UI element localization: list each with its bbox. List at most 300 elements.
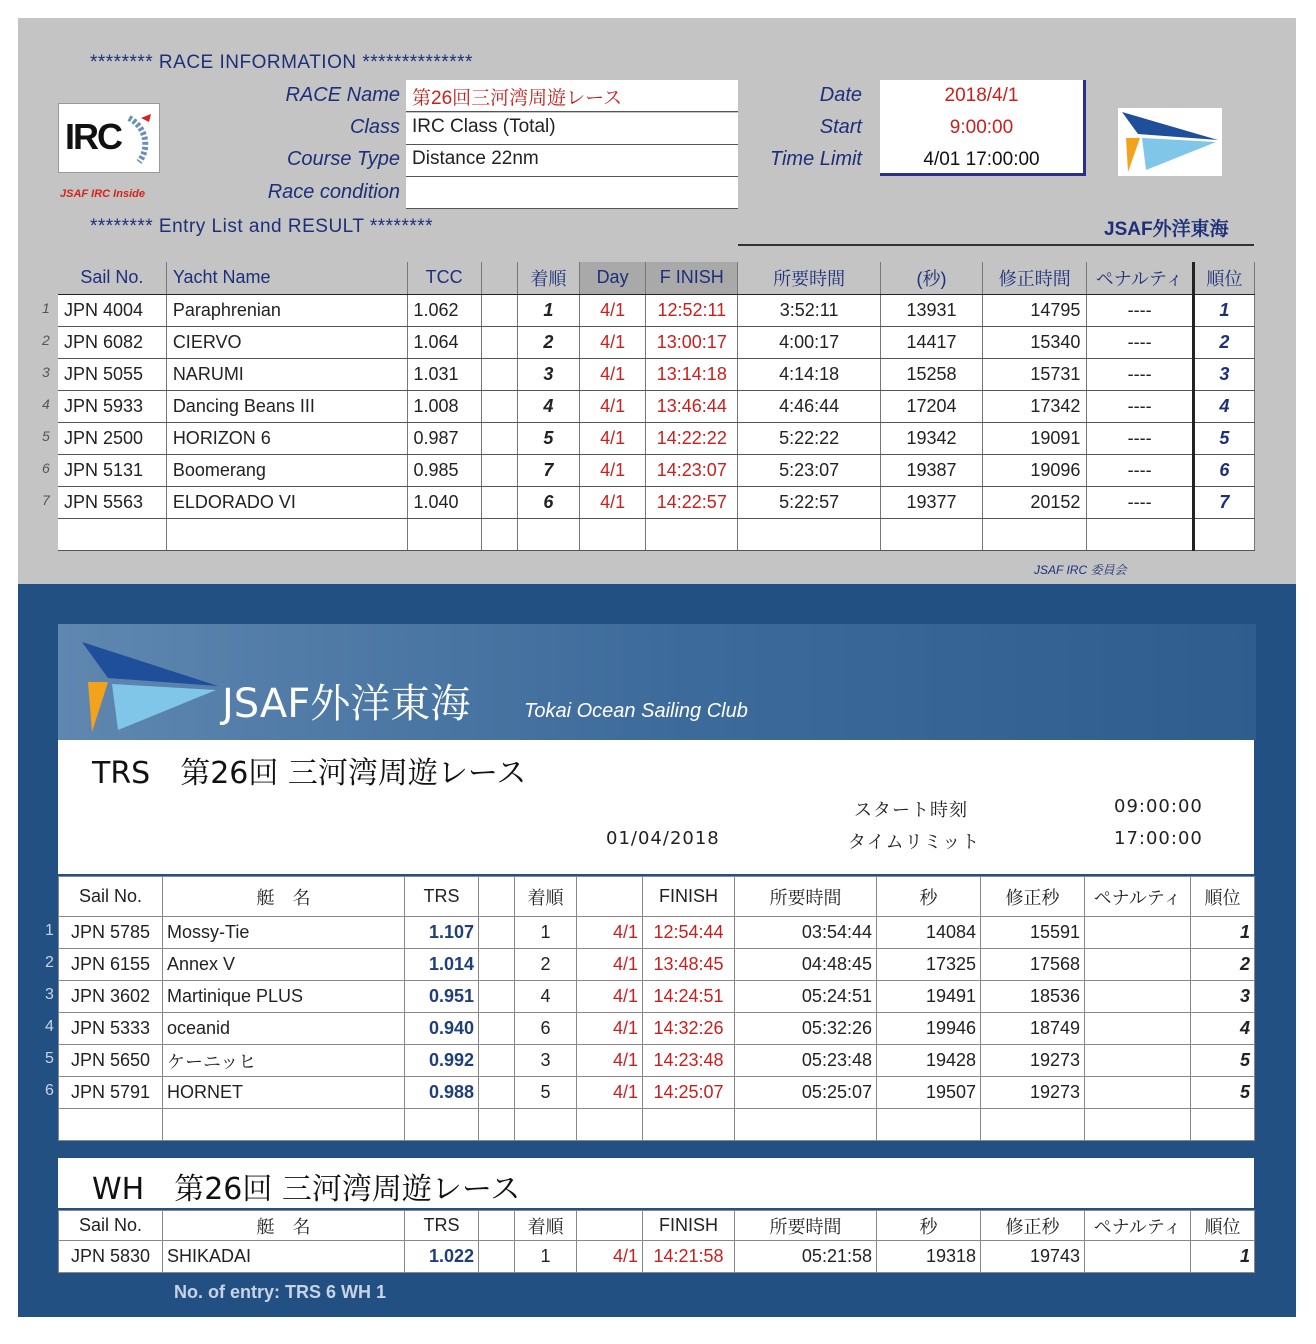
col-penalty: ペナルティ [1087, 262, 1193, 294]
trs-rating-cell: 1.014 [405, 949, 479, 981]
wh-results-table [58, 1210, 1255, 1273]
elapsed-seconds-cell: 19342 [880, 422, 982, 454]
sail-number: JPN 5650 [70, 1050, 151, 1070]
day-cell: 4/1 [579, 486, 645, 518]
sail-number-cell [45, 1013, 163, 1045]
sail-number: JPN 5830 [70, 1246, 151, 1266]
finish-time-cell: 12:54:44 [643, 917, 735, 949]
irc-table-row [58, 390, 1255, 422]
elapsed-time-cell: 5:22:22 [738, 422, 880, 454]
blank-cell [479, 1045, 515, 1077]
corrected-seconds-cell: 18749 [981, 1013, 1085, 1045]
trs-rating-cell: 0.940 [405, 1013, 479, 1045]
col-day: Day [579, 262, 645, 294]
penalty-cell: ---- [1087, 294, 1193, 326]
race-condition-label: Race condition [267, 181, 400, 203]
course-type-value: Distance 22nm [406, 145, 738, 177]
col-day [577, 877, 643, 917]
empty-cell [405, 1109, 479, 1141]
yacht-name-cell: Dancing Beans III [166, 390, 407, 422]
club-sail-icon [78, 634, 228, 734]
race-name-value: 第26回三河湾周遊レース [406, 80, 738, 112]
sail-number: JPN 5563 [64, 491, 144, 512]
sail-number-cell [42, 486, 166, 518]
sail-number-cell [59, 1241, 163, 1273]
yacht-name-cell: ケーニッヒ [163, 1045, 405, 1077]
yacht-name-cell: oceanid [163, 1013, 405, 1045]
irc-table-row [58, 422, 1255, 454]
sail-number: JPN 5131 [64, 459, 144, 480]
col-corrected: 修正秒 [981, 877, 1085, 917]
club-underline [738, 244, 1254, 246]
empty-cell [983, 518, 1087, 550]
sail-number: JPN 4004 [64, 299, 144, 320]
trs-wh-results-panel [18, 584, 1296, 1317]
finish-order-cell: 2 [517, 326, 579, 358]
day-cell: 4/1 [579, 454, 645, 486]
race-condition-value [406, 177, 738, 209]
row-number: 7 [42, 491, 50, 508]
penalty-cell: ---- [1087, 326, 1193, 358]
elapsed-time-cell: 05:24:51 [735, 981, 877, 1013]
row-number: 6 [42, 459, 50, 476]
finish-time-cell: 14:23:48 [643, 1045, 735, 1077]
empty-cell [981, 1109, 1085, 1141]
irc-results-panel [18, 18, 1296, 584]
tcc-cell: 0.987 [407, 422, 481, 454]
blank-cell [479, 1013, 515, 1045]
finish-time-cell: 14:21:58 [643, 1241, 735, 1273]
finish-order-cell: 4 [517, 390, 579, 422]
elapsed-time-cell: 05:32:26 [735, 1013, 877, 1045]
row-number: 1 [42, 299, 50, 316]
col-order: 着順 [517, 262, 579, 294]
row-number: 1 [45, 922, 54, 939]
col-sail-no: Sail No. [59, 877, 163, 917]
row-number: 5 [42, 427, 50, 444]
date-time-box [880, 80, 1086, 176]
irc-logo [58, 103, 160, 173]
sail-number-cell [45, 981, 163, 1013]
finish-order-cell: 6 [517, 486, 579, 518]
day-cell: 4/1 [577, 1013, 643, 1045]
club-subtitle: Tokai Ocean Sailing Club [524, 700, 748, 722]
corrected-seconds-cell: 15591 [981, 917, 1085, 949]
irc-logo-text: IRC [65, 116, 121, 157]
rank-cell: 4 [1193, 390, 1254, 422]
blank-cell [481, 294, 517, 326]
trs-date: 01/04/2018 [606, 828, 720, 849]
row-number: 4 [42, 395, 50, 412]
corrected-seconds-cell: 17568 [981, 949, 1085, 981]
col-trs: TRS [405, 1211, 479, 1241]
empty-cell [166, 518, 407, 550]
rank-cell: 7 [1193, 486, 1254, 518]
col-sail-no: Sail No. [58, 262, 166, 294]
trs-rating-cell: 1.107 [405, 917, 479, 949]
sail-number: JPN 5785 [70, 922, 151, 942]
empty-cell [59, 1109, 163, 1141]
finish-time-cell: 14:22:57 [646, 486, 738, 518]
row-number: 5 [45, 1050, 54, 1067]
sail-number-cell [45, 1045, 163, 1077]
col-day [577, 1211, 643, 1241]
col-corrected: 修正時間 [983, 262, 1087, 294]
day-cell: 4/1 [577, 981, 643, 1013]
finish-time-cell: 14:25:07 [643, 1077, 735, 1109]
elapsed-seconds-cell: 19491 [877, 981, 981, 1013]
sail-number-cell [45, 1077, 163, 1109]
col-elapsed: 所要時間 [735, 877, 877, 917]
corrected-time-cell: 19096 [983, 454, 1087, 486]
race-information-banner: ******** RACE INFORMATION ************** [90, 52, 473, 73]
rank-cell: 2 [1193, 326, 1254, 358]
blank-cell [479, 1077, 515, 1109]
elapsed-seconds-cell: 19946 [877, 1013, 981, 1045]
blank-cell [481, 454, 517, 486]
penalty-cell [1085, 981, 1191, 1013]
elapsed-time-cell: 4:14:18 [738, 358, 880, 390]
row-number: 2 [45, 954, 54, 971]
empty-cell [58, 518, 166, 550]
rank-cell: 3 [1191, 981, 1255, 1013]
penalty-cell [1085, 1241, 1191, 1273]
col-rank: 順位 [1191, 1211, 1255, 1241]
col-blank [479, 1211, 515, 1241]
elapsed-seconds-cell: 19507 [877, 1077, 981, 1109]
finish-time-cell: 14:23:07 [646, 454, 738, 486]
row-number: 3 [45, 986, 54, 1003]
col-rank: 順位 [1193, 262, 1254, 294]
corrected-time-cell: 15731 [983, 358, 1087, 390]
sail-number-cell [42, 358, 166, 390]
finish-order-cell: 5 [517, 422, 579, 454]
irc-table-header [58, 262, 1255, 294]
start-value: 9:00:00 [949, 117, 1014, 138]
tcc-cell: 1.031 [407, 358, 481, 390]
yacht-name-cell: HORIZON 6 [166, 422, 407, 454]
corrected-seconds-cell: 19273 [981, 1077, 1085, 1109]
corrected-seconds-cell: 19273 [981, 1045, 1085, 1077]
sail-number-cell [42, 454, 166, 486]
corrected-time-cell: 20152 [983, 486, 1087, 518]
course-type-label: Course Type [286, 148, 400, 170]
col-finish: FINISH [643, 877, 735, 917]
col-corrected: 修正秒 [981, 1211, 1085, 1241]
elapsed-seconds-cell: 13931 [880, 294, 982, 326]
blank-cell [479, 917, 515, 949]
col-elapsed: 所要時間 [735, 1211, 877, 1241]
elapsed-seconds-cell: 19318 [877, 1241, 981, 1273]
day-cell: 4/1 [579, 326, 645, 358]
irc-results-table [42, 262, 1255, 551]
day-cell: 4/1 [579, 294, 645, 326]
irc-committee-label: JSAF IRC 委員会 [1034, 563, 1127, 577]
sail-number-cell [42, 294, 166, 326]
trs-header-block [58, 740, 1254, 874]
sail-number: JPN 5333 [70, 1018, 151, 1038]
tcc-cell: 1.062 [407, 294, 481, 326]
corrected-time-cell: 15340 [983, 326, 1087, 358]
rank-cell: 1 [1191, 917, 1255, 949]
col-seconds: 秒 [877, 1211, 981, 1241]
club-header-banner [58, 624, 1256, 740]
finish-order-cell: 7 [517, 454, 579, 486]
yacht-name-cell: HORNET [163, 1077, 405, 1109]
wh-table-header [59, 1211, 1255, 1241]
rank-cell: 1 [1193, 294, 1254, 326]
trs-race-title: TRS 第26回 三河湾周遊レース [92, 756, 527, 791]
day-cell: 4/1 [577, 1045, 643, 1077]
col-finish: F INISH [646, 262, 738, 294]
penalty-cell: ---- [1087, 486, 1193, 518]
rank-cell: 6 [1193, 454, 1254, 486]
elapsed-time-cell: 05:23:48 [735, 1045, 877, 1077]
empty-cell [163, 1109, 405, 1141]
yacht-name-cell: CIERVO [166, 326, 407, 358]
elapsed-time-cell: 5:22:57 [738, 486, 880, 518]
finish-order-cell: 6 [515, 1013, 577, 1045]
sail-number: JPN 6155 [70, 954, 151, 974]
sail-number: JPN 3602 [70, 986, 151, 1006]
col-blank [481, 262, 517, 294]
col-yacht-name: Yacht Name [166, 262, 407, 294]
wh-table-row [59, 1241, 1255, 1273]
day-cell: 4/1 [577, 1241, 643, 1273]
penalty-cell: ---- [1087, 422, 1193, 454]
elapsed-seconds-cell: 17325 [877, 949, 981, 981]
blank-cell [481, 358, 517, 390]
finish-order-cell: 1 [515, 1241, 577, 1273]
corrected-time-cell: 19091 [983, 422, 1087, 454]
club-name: JSAF外洋東海 [222, 681, 471, 727]
empty-cell [481, 518, 517, 550]
finish-time-cell: 14:22:22 [646, 422, 738, 454]
elapsed-time-cell: 5:23:07 [738, 454, 880, 486]
corrected-seconds-cell: 19743 [981, 1241, 1085, 1273]
empty-cell [517, 518, 579, 550]
sail-number: JPN 5055 [64, 363, 144, 384]
trs-results-table [45, 876, 1255, 1141]
yacht-name-cell: Mossy-Tie [163, 917, 405, 949]
sail-number-cell [42, 422, 166, 454]
club-label: JSAF外洋東海 [1104, 219, 1229, 240]
elapsed-seconds-cell: 14084 [877, 917, 981, 949]
trs-rating-cell: 1.022 [405, 1241, 479, 1273]
col-sail-no: Sail No. [59, 1211, 163, 1241]
trs-table-row [59, 949, 1255, 981]
elapsed-seconds-cell: 14417 [880, 326, 982, 358]
trs-limit-value: 17:00:00 [1114, 828, 1203, 849]
trs-table-header [59, 877, 1255, 917]
empty-cell [1085, 1109, 1191, 1141]
col-finish: FINISH [643, 1211, 735, 1241]
elapsed-seconds-cell: 17204 [880, 390, 982, 422]
entry-list-banner: ******** Entry List and RESULT ******** [90, 216, 434, 237]
date-label: Date [819, 84, 862, 106]
empty-cell [479, 1109, 515, 1141]
empty-cell [515, 1109, 577, 1141]
elapsed-time-cell: 4:46:44 [738, 390, 880, 422]
jsaf-irc-inside-label: JSAF IRC Inside [60, 188, 145, 200]
trs-rating-cell: 0.988 [405, 1077, 479, 1109]
col-penalty: ペナルティ [1085, 877, 1191, 917]
yacht-name-cell: SHIKADAI [163, 1241, 405, 1273]
trs-table-empty-row [59, 1109, 1255, 1141]
blank-cell [479, 949, 515, 981]
irc-table-row [58, 326, 1255, 358]
irc-table-empty-row [58, 518, 1255, 550]
col-penalty: ペナルティ [1085, 1211, 1191, 1241]
corrected-time-cell: 17342 [983, 390, 1087, 422]
sail-number: JPN 5933 [64, 395, 144, 416]
sail-number-cell [42, 326, 166, 358]
finish-time-cell: 13:00:17 [646, 326, 738, 358]
penalty-cell [1085, 1045, 1191, 1077]
irc-table-row [58, 358, 1255, 390]
sail-logo-icon [1118, 108, 1222, 176]
trs-table-row [59, 1077, 1255, 1109]
class-value: IRC Class (Total) [406, 113, 738, 145]
empty-cell [577, 1109, 643, 1141]
empty-cell [738, 518, 880, 550]
corrected-seconds-cell: 18536 [981, 981, 1085, 1013]
sail-number-cell [45, 917, 163, 949]
empty-cell [877, 1109, 981, 1141]
finish-order-cell: 1 [517, 294, 579, 326]
rank-cell: 5 [1191, 1045, 1255, 1077]
penalty-cell [1085, 1013, 1191, 1045]
club-sail-logo [1118, 108, 1222, 176]
finish-time-cell: 14:24:51 [643, 981, 735, 1013]
elapsed-time-cell: 04:48:45 [735, 949, 877, 981]
col-blank [479, 877, 515, 917]
start-label: Start [819, 116, 862, 138]
blank-cell [481, 390, 517, 422]
trs-table-row [59, 981, 1255, 1013]
wh-race-title: WH 第26回 三河湾周遊レース [92, 1172, 521, 1207]
corrected-time-cell: 14795 [983, 294, 1087, 326]
trs-start-value: 09:00:00 [1114, 796, 1203, 817]
col-trs: TRS [405, 877, 479, 917]
col-rank: 順位 [1191, 877, 1255, 917]
finish-time-cell: 13:48:45 [643, 949, 735, 981]
finish-time-cell: 13:46:44 [646, 390, 738, 422]
tcc-cell: 1.064 [407, 326, 481, 358]
day-cell: 4/1 [579, 358, 645, 390]
trs-table-row [59, 1013, 1255, 1045]
tcc-cell: 1.040 [407, 486, 481, 518]
col-tcc: TCC [407, 262, 481, 294]
penalty-cell: ---- [1087, 390, 1193, 422]
col-seconds: 秒 [877, 877, 981, 917]
trs-rating-cell: 0.951 [405, 981, 479, 1013]
blank-cell [481, 326, 517, 358]
trs-table-row [59, 1045, 1255, 1077]
elapsed-time-cell: 4:00:17 [738, 326, 880, 358]
yacht-name-cell: Paraphrenian [166, 294, 407, 326]
trs-table-row [59, 917, 1255, 949]
blank-cell [481, 486, 517, 518]
penalty-cell: ---- [1087, 358, 1193, 390]
empty-cell [735, 1109, 877, 1141]
yacht-name-cell: Annex V [163, 949, 405, 981]
finish-time-cell: 14:32:26 [643, 1013, 735, 1045]
empty-cell [579, 518, 645, 550]
trs-limit-label: タイムリミット [848, 832, 981, 853]
sail-number: JPN 5791 [70, 1082, 151, 1102]
trs-rating-cell: 0.992 [405, 1045, 479, 1077]
elapsed-time-cell: 05:25:07 [735, 1077, 877, 1109]
irc-logo-arc-icon [59, 104, 159, 172]
sail-number-cell [42, 390, 166, 422]
elapsed-seconds-cell: 15258 [880, 358, 982, 390]
class-label: Class [349, 116, 400, 138]
rank-cell: 2 [1191, 949, 1255, 981]
rank-cell: 5 [1193, 422, 1254, 454]
trs-start-label: スタート時刻 [854, 800, 968, 821]
day-cell: 4/1 [579, 422, 645, 454]
empty-cell [407, 518, 481, 550]
elapsed-seconds-cell: 19387 [880, 454, 982, 486]
empty-cell [1087, 518, 1193, 550]
yacht-name-cell: Martinique PLUS [163, 981, 405, 1013]
date-value: 2018/4/1 [944, 85, 1019, 106]
day-cell: 4/1 [577, 949, 643, 981]
col-yacht-name: 艇 名 [163, 1211, 405, 1241]
penalty-cell: ---- [1087, 454, 1193, 486]
sail-number-cell [45, 949, 163, 981]
yacht-name-cell: ELDORADO VI [166, 486, 407, 518]
rank-cell: 1 [1191, 1241, 1255, 1273]
irc-table-row [58, 486, 1255, 518]
elapsed-seconds-cell: 19428 [877, 1045, 981, 1077]
elapsed-seconds-cell: 19377 [880, 486, 982, 518]
sail-number: JPN 2500 [64, 427, 144, 448]
penalty-cell [1085, 1077, 1191, 1109]
yacht-name-cell: Boomerang [166, 454, 407, 486]
empty-cell [1191, 1109, 1255, 1141]
blank-cell [481, 422, 517, 454]
col-yacht-name: 艇 名 [163, 877, 405, 917]
empty-cell [643, 1109, 735, 1141]
irc-table-row [58, 454, 1255, 486]
blank-cell [479, 1241, 515, 1273]
finish-order-cell: 5 [515, 1077, 577, 1109]
finish-order-cell: 3 [517, 358, 579, 390]
elapsed-time-cell: 05:21:58 [735, 1241, 877, 1273]
empty-cell [1193, 518, 1254, 550]
wh-header-block [58, 1158, 1254, 1208]
penalty-cell [1085, 917, 1191, 949]
col-seconds: (秒) [880, 262, 982, 294]
time-limit-label: Time Limit [769, 148, 862, 170]
elapsed-time-cell: 3:52:11 [738, 294, 880, 326]
entry-count: No. of entry: TRS 6 WH 1 [174, 1282, 387, 1302]
row-number: 6 [45, 1082, 54, 1099]
day-cell: 4/1 [579, 390, 645, 422]
rank-cell: 3 [1193, 358, 1254, 390]
tcc-cell: 0.985 [407, 454, 481, 486]
row-number: 2 [42, 331, 50, 348]
col-elapsed: 所要時間 [738, 262, 880, 294]
elapsed-time-cell: 03:54:44 [735, 917, 877, 949]
yacht-name-cell: NARUMI [166, 358, 407, 390]
rank-cell: 4 [1191, 1013, 1255, 1045]
sail-number: JPN 6082 [64, 331, 144, 352]
tcc-cell: 1.008 [407, 390, 481, 422]
empty-cell [646, 518, 738, 550]
